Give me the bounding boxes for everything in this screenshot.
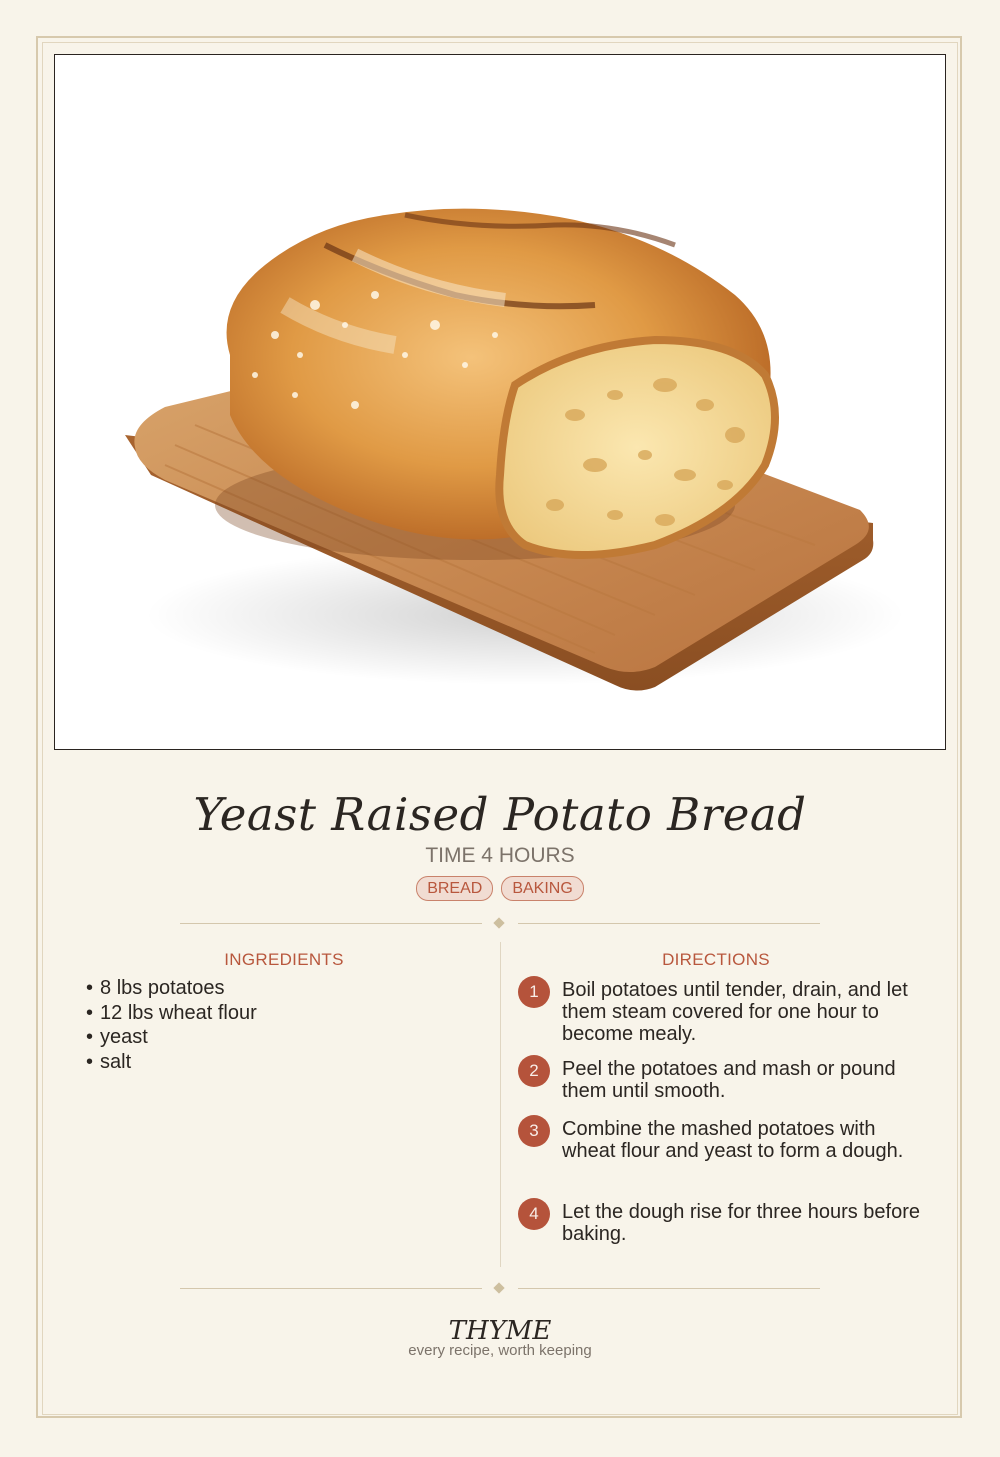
cook-time: TIME 4 HOURS [425,844,575,867]
ingredient-item: • salt [86,1050,257,1075]
bread-illustration [54,54,946,750]
tag-bread[interactable]: BREAD [416,876,493,901]
step-number-badge: 3 [518,1115,550,1147]
tag-baking[interactable]: BAKING [501,876,583,901]
ingredients-list [86,976,257,1074]
step-number-badge: 1 [518,976,550,1008]
step-text: Combine the mashed potatoes with wheat flour and yeast to form a dough. [562,1118,904,1162]
recipe-title: Yeast Raised Potato Bread [193,788,807,841]
ingredients-heading: INGREDIENTS [224,950,344,969]
ingredient-item: • 8 lbs potatoes [86,976,257,1001]
directions-heading: DIRECTIONS [662,950,770,969]
diamond-ornament-icon [493,917,504,928]
brand-tagline: every recipe, worth keeping [408,1342,592,1359]
ingredient-item: • 12 lbs wheat flour [86,1001,257,1026]
diamond-ornament-icon [493,1282,504,1293]
top-divider [180,918,820,930]
step-number-badge: 2 [518,1055,550,1087]
tag-list [0,876,1000,901]
bottom-divider [180,1283,820,1295]
column-divider [500,942,501,1267]
step-text: Boil potatoes until tender, drain, and let them steam covered for one hour to become mealy. [562,979,908,1045]
step-text: Let the dough rise for three hours before baking. [562,1201,921,1245]
ingredient-item: • yeast [86,1025,257,1050]
step-number-badge: 4 [518,1198,550,1230]
brand-logo: THYME [448,1316,552,1346]
step-text: Peel the potatoes and mash or pound them until smooth. [562,1058,896,1102]
